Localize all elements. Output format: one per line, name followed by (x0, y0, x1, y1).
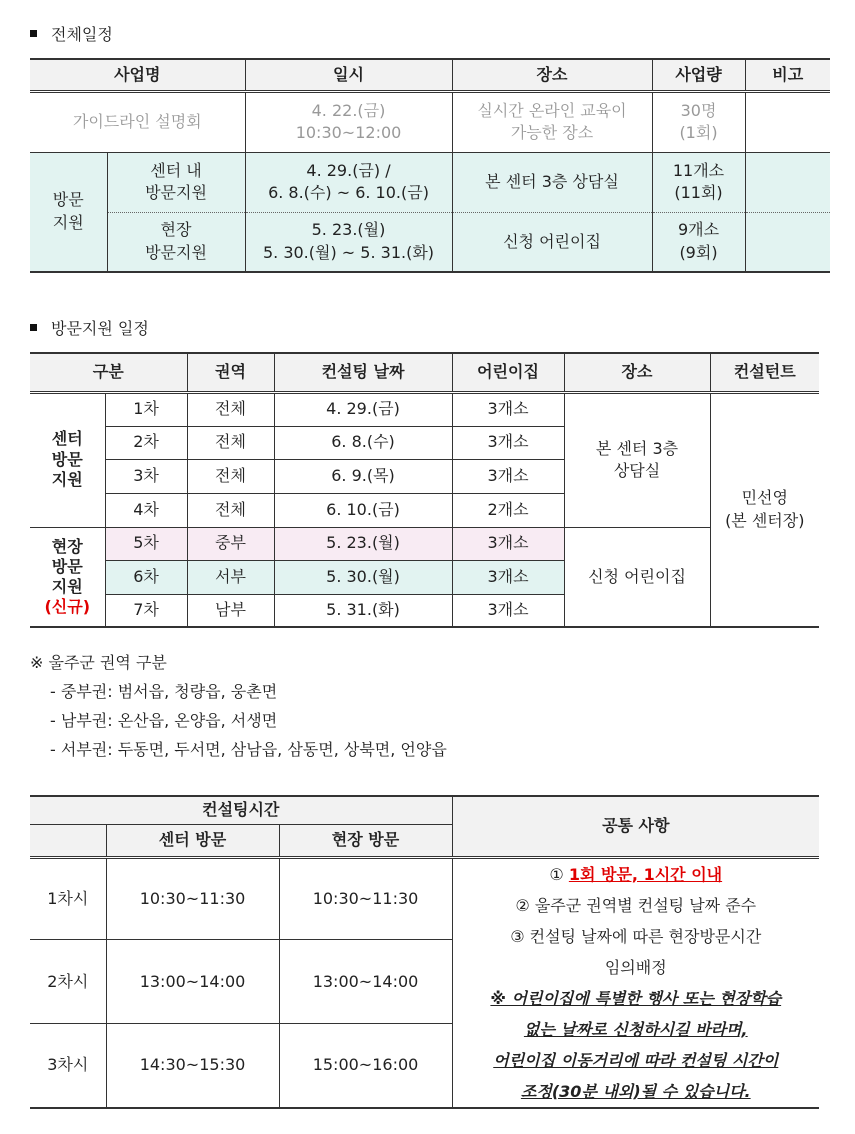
header-consult-date: 컨설팅 날짜 (274, 353, 452, 392)
warning-line: 조정(30분 내외)될 수 있습니다. (520, 1081, 751, 1101)
guide-note (745, 91, 830, 152)
place-center: 본 센터 3층 상담실 (564, 392, 710, 527)
center-visit-qty: 11개소 (11회) (652, 152, 745, 212)
count-cell: 3개소 (452, 560, 564, 594)
common-notes: ① 1회 방문, 1시간 이내 ② 울주군 권역별 컨설팅 날짜 준수 ③ 컨설팅 날짜에 따른 현장방문시간 임의배정 ※ 어린이집에 특별한 행사 또는 현장학습 없는 날짜로 신청하시길 바라며, 어린이집 이동거리에 따라 컨설팅 시간이 조정(30분 내외)될 수 있습니다. (452, 857, 819, 1108)
table-row (30, 392, 819, 426)
region-cell: 전체 (187, 459, 274, 493)
header-consult-time: 컨설팅시간 (30, 796, 452, 824)
count-cell: 2개소 (452, 493, 564, 527)
place-field: 신청 어린이집 (564, 527, 710, 627)
group-field-visit: 현장 방문 지원 (신규) (30, 527, 105, 627)
notes-title: ※ 울주군 권역 구분 (30, 653, 167, 672)
header-place: 장소 (452, 59, 652, 91)
notes-item: - 남부권: 온산읍, 온양읍, 서생면 (50, 711, 278, 730)
date-cell: 6. 10.(금) (274, 493, 452, 527)
center-visit-date: 4. 29.(금) / 6. 8.(수) ~ 6. 10.(금) (245, 152, 452, 212)
center-time: 13:00~14:00 (106, 940, 279, 1024)
round-cell: 6차 (105, 560, 187, 594)
period-label: 2차시 (30, 940, 106, 1024)
region-cell: 남부 (187, 594, 274, 627)
group-center-visit: 센터 방문 지원 (30, 392, 105, 527)
count-cell: 3개소 (452, 426, 564, 459)
center-visit-note (745, 152, 830, 212)
common-item-2: ② 울주군 권역별 컨설팅 날짜 준수 (515, 895, 757, 915)
common-item-1: 1회 방문, 1시간 이내 (568, 864, 723, 884)
region-cell: 전체 (187, 392, 274, 426)
count-cell: 3개소 (452, 392, 564, 426)
header-category: 구분 (30, 353, 187, 392)
guide-date: 4. 22.(금) 10:30~12:00 (245, 91, 452, 152)
header-date: 일시 (245, 59, 452, 91)
header-place: 장소 (564, 353, 710, 392)
bullet-icon (30, 324, 37, 331)
round-cell: 2차 (105, 426, 187, 459)
table-row (30, 527, 819, 560)
visit-schedule-table (30, 352, 819, 628)
table-row (30, 857, 819, 940)
notes-item: - 중부권: 범서읍, 청량읍, 웅촌면 (50, 682, 278, 701)
count-cell: 3개소 (452, 594, 564, 627)
header-region: 권역 (187, 353, 274, 392)
field-visit-note (745, 212, 830, 272)
date-cell: 6. 8.(수) (274, 426, 452, 459)
section-title-text: 전체일정 (51, 25, 113, 44)
section-title-text: 방문지원 일정 (51, 319, 149, 338)
warning-line: 없는 날짜로 신청하시길 바라며, (523, 1019, 748, 1039)
table-row (30, 212, 830, 272)
region-cell: 서부 (187, 560, 274, 594)
consulting-time-table (30, 795, 819, 1109)
field-time: 15:00~16:00 (279, 1024, 452, 1108)
region-cell: 전체 (187, 493, 274, 527)
overall-schedule-table (30, 58, 830, 273)
header-center-visit: 센터 방문 (106, 824, 279, 857)
common-item-3b: 임의배정 (604, 957, 667, 977)
region-notes (30, 648, 447, 764)
round-cell: 1차 (105, 392, 187, 426)
round-cell: 3차 (105, 459, 187, 493)
center-time: 10:30~11:30 (106, 857, 279, 940)
section-title-overall (30, 22, 113, 45)
center-time: 14:30~15:30 (106, 1024, 279, 1108)
period-label: 3차시 (30, 1024, 106, 1108)
bullet-icon (30, 30, 37, 37)
header-daycare: 어린이집 (452, 353, 564, 392)
count-cell: 3개소 (452, 459, 564, 493)
guide-place: 실시간 온라인 교육이 가능한 장소 (452, 91, 652, 152)
section-title-visit (30, 316, 149, 339)
region-cell: 중부 (187, 527, 274, 560)
header-note: 비고 (745, 59, 830, 91)
center-visit-place: 본 센터 3층 상담실 (452, 152, 652, 212)
warning-line: ※ 어린이집에 특별한 행사 또는 현장학습 (490, 988, 782, 1008)
guide-name: 가이드라인 설명회 (30, 91, 245, 152)
table-row (30, 91, 830, 152)
date-cell: 5. 31.(화) (274, 594, 452, 627)
field-visit-date: 5. 23.(월) 5. 30.(월) ~ 5. 31.(화) (245, 212, 452, 272)
field-visit-place: 신청 어린이집 (452, 212, 652, 272)
consultant-cell: 민선영 (본 센터장) (710, 392, 819, 627)
header-consultant: 컨설턴트 (710, 353, 819, 392)
visit-group-label: 방문 지원 (30, 152, 107, 272)
field-visit-name: 현장 방문지원 (107, 212, 245, 272)
date-cell: 6. 9.(목) (274, 459, 452, 493)
field-time: 13:00~14:00 (279, 940, 452, 1024)
round-cell: 7차 (105, 594, 187, 627)
table-row (30, 152, 830, 212)
header-field-visit: 현장 방문 (279, 824, 452, 857)
header-empty (30, 824, 106, 857)
warning-line: 어린이집 이동거리에 따라 컨설팅 시간이 (493, 1050, 779, 1070)
notes-item: - 서부권: 두동면, 두서면, 삼남읍, 삼동면, 상북면, 언양읍 (50, 740, 447, 759)
round-cell: 5차 (105, 527, 187, 560)
date-cell: 4. 29.(금) (274, 392, 452, 426)
field-visit-qty: 9개소 (9회) (652, 212, 745, 272)
period-label: 1차시 (30, 857, 106, 940)
guide-qty: 30명 (1회) (652, 91, 745, 152)
center-visit-name: 센터 내 방문지원 (107, 152, 245, 212)
round-cell: 4차 (105, 493, 187, 527)
date-cell: 5. 30.(월) (274, 560, 452, 594)
date-cell: 5. 23.(월) (274, 527, 452, 560)
field-time: 10:30~11:30 (279, 857, 452, 940)
count-cell: 3개소 (452, 527, 564, 560)
common-item-3: ③ 컨설팅 날짜에 따른 현장방문시간 (510, 926, 762, 946)
region-cell: 전체 (187, 426, 274, 459)
header-quantity: 사업량 (652, 59, 745, 91)
header-project: 사업명 (30, 59, 245, 91)
header-common: 공통 사항 (452, 796, 819, 857)
